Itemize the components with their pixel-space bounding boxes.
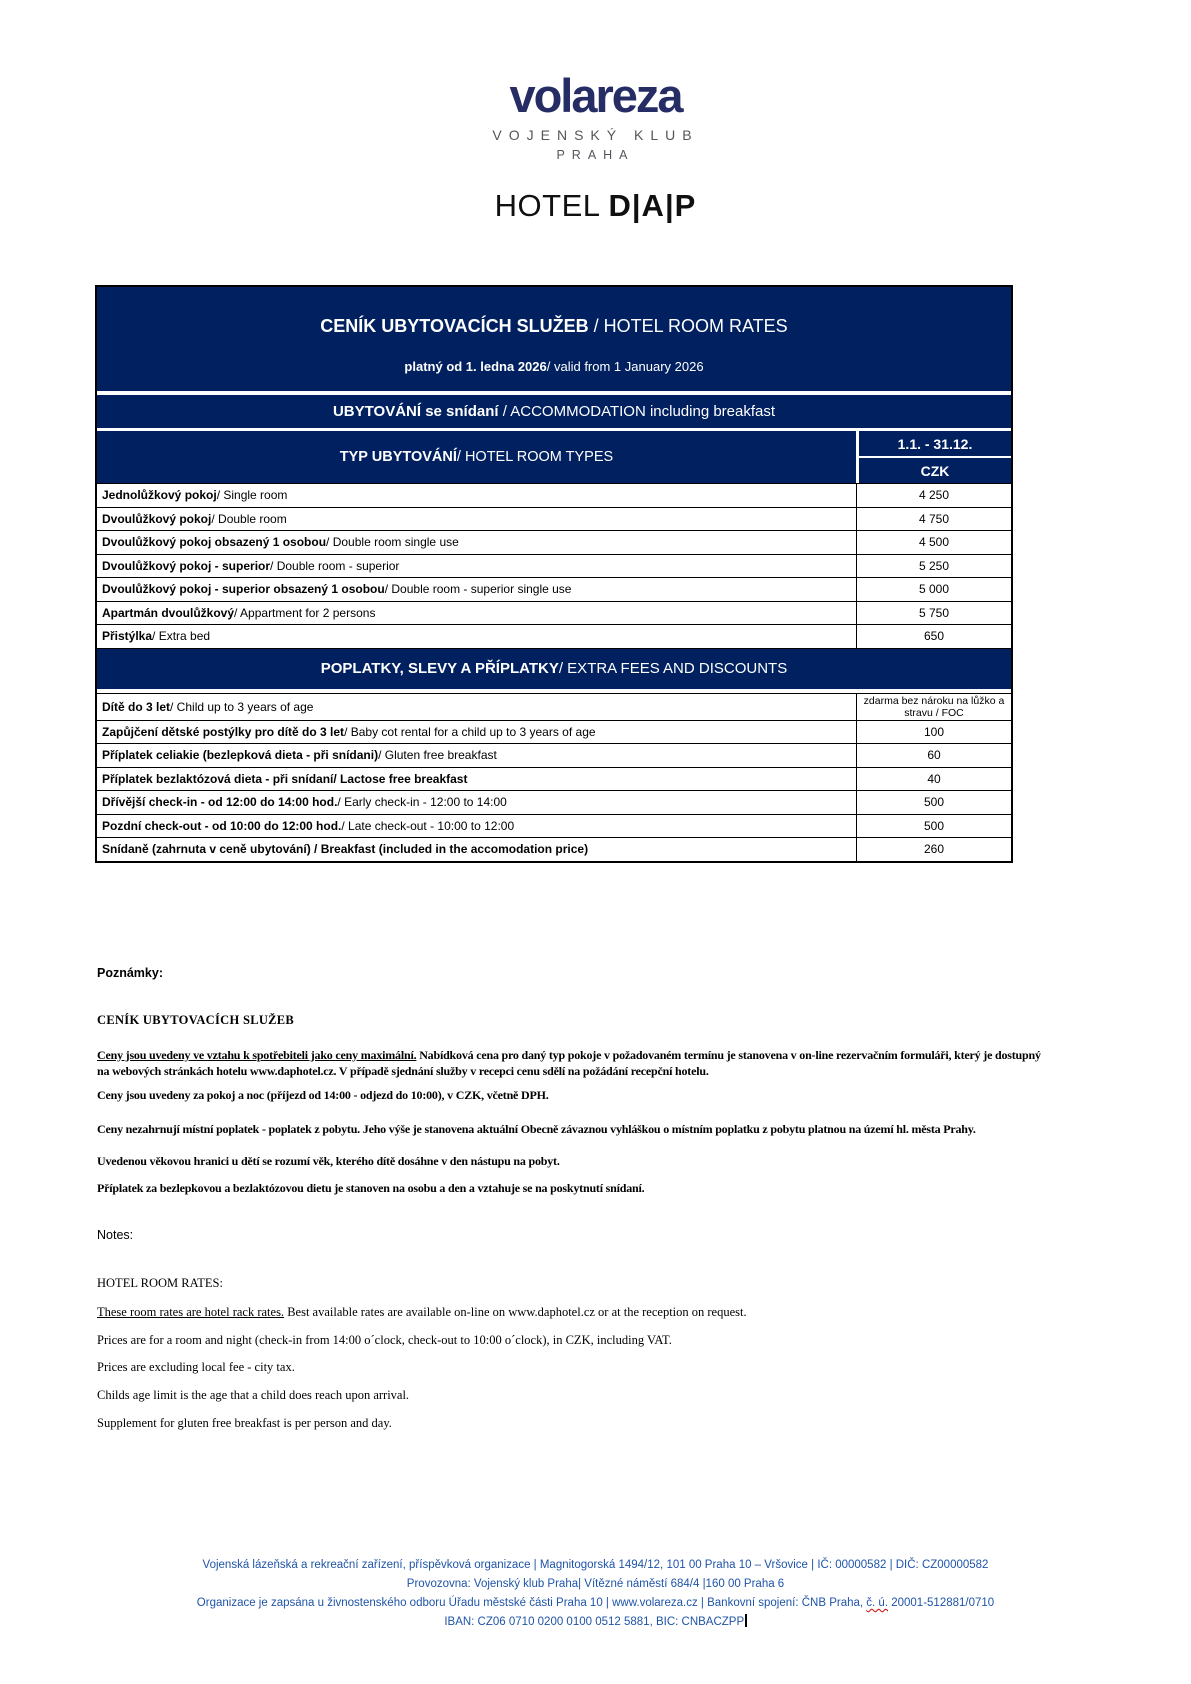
hotel-name-dap: D|A|P xyxy=(608,188,697,223)
room-type-en: / Double room - superior single use xyxy=(384,582,572,597)
footer-line-4 xyxy=(0,1613,1191,1632)
fee-cz: Dřívější check-in - od 12:00 do 14:00 hod. xyxy=(102,795,338,810)
fee-label xyxy=(97,744,856,767)
fee-price: 60 xyxy=(856,744,1011,767)
price-table xyxy=(95,285,1013,863)
section1-en: / ACCOMMODATION including breakfast xyxy=(498,403,776,420)
room-type-en: / Double room single use xyxy=(326,535,459,550)
room-type-label xyxy=(97,508,856,531)
room-type-label xyxy=(97,625,856,648)
validity-cz: platný od 1. ledna 2026 xyxy=(404,359,547,374)
table-row xyxy=(97,814,1011,838)
room-price: 4 250 xyxy=(856,484,1011,507)
fee-label xyxy=(97,694,856,720)
fee-cz: Dítě do 3 let xyxy=(102,699,171,714)
table-row xyxy=(97,624,1011,648)
room-price: 5 250 xyxy=(856,555,1011,578)
section2-en: / EXTRA FEES AND DISCOUNTS xyxy=(558,660,788,677)
fee-cz: Pozdní check-out - od 10:00 do 12:00 hod. xyxy=(102,818,342,833)
pricelist-title-cz: CENÍK UBYTOVACÍCH SLUŽEB xyxy=(320,316,589,336)
notes-en-underlined: These room rates are hotel rack rates. xyxy=(97,1305,285,1319)
section-accommodation-band xyxy=(97,395,1011,431)
column-header-price xyxy=(856,431,1011,483)
col1-header-cz: TYP UBYTOVÁNÍ xyxy=(339,449,457,465)
fee-cz: Zapůjčení dětské postýlky pro dítě do 3 let xyxy=(102,724,345,739)
logo-subtitle-klub: VOJENSKÝ KLUB xyxy=(492,127,699,143)
room-type-label xyxy=(97,555,856,578)
pricelist-validity xyxy=(97,359,1011,374)
fee-label xyxy=(97,838,856,861)
room-type-cz: Dvoulůžkový pokoj - superior xyxy=(102,558,271,573)
notes-cz-subheading: CENÍK UBYTOVACÍCH SLUŽEB xyxy=(97,1013,295,1027)
hotel-name-title xyxy=(0,188,1191,224)
room-price: 4 750 xyxy=(856,508,1011,531)
footer-line-4-text: IBAN: CZ06 0710 0200 0100 0512 5881, BIC: CNBACZPP xyxy=(444,1616,745,1628)
fee-label xyxy=(97,721,856,744)
fee-en: / Baby cot rental for a child up to 3 years of age xyxy=(344,724,596,739)
fee-cz: Snídaně (zahrnuta v ceně ubytování) / Breakfast (included in the accomodation price) xyxy=(102,842,589,857)
column-header-room-types xyxy=(97,431,856,483)
room-type-cz: Jednolůžkový pokoj xyxy=(102,488,217,503)
notes-cz-block xyxy=(97,1012,1055,1197)
table-row xyxy=(97,530,1011,554)
table-row xyxy=(97,767,1011,791)
notes-en-block xyxy=(97,1276,1055,1431)
room-type-en: / Double room - superior xyxy=(270,558,400,573)
fee-price: 40 xyxy=(856,768,1011,791)
fee-price: 100 xyxy=(856,721,1011,744)
company-footer xyxy=(0,1556,1191,1632)
footer-line-3 xyxy=(0,1594,1191,1613)
room-price: 650 xyxy=(856,625,1011,648)
notes-en-paragraph: Prices are for a room and night (check-in from 14:00 o´clock, check-out to 10:00 o´clock), in CZK, including VAT. xyxy=(97,1333,672,1347)
notes-en-paragraph: Supplement for gluten free breakfast is per person and day. xyxy=(97,1416,392,1430)
footer-line-2: Provozovna: Vojenský klub Praha| Vítězné náměstí 684/4 |160 00 Praha 6 xyxy=(406,1578,785,1590)
room-price: 4 500 xyxy=(856,531,1011,554)
room-type-cz: Přistýlka xyxy=(102,629,153,644)
notes-en-heading: Notes: xyxy=(97,1228,134,1242)
notes-en-subheading: HOTEL ROOM RATES: xyxy=(97,1276,223,1290)
pricelist-title-band xyxy=(97,287,1011,395)
logo-subtitle-praha: PRAHA xyxy=(556,148,635,162)
pricelist-title xyxy=(97,316,1011,337)
room-price: 5 000 xyxy=(856,578,1011,601)
fee-en: / Early check-in - 12:00 to 14:00 xyxy=(337,795,507,810)
notes-en-paragraph: Prices are excluding local fee - city tax. xyxy=(97,1360,295,1374)
room-type-en: / Appartment for 2 persons xyxy=(234,605,376,620)
room-type-en: / Single room xyxy=(216,488,288,503)
fee-cz: Příplatek celiakie (bezlepková dieta - při snídani) xyxy=(102,748,379,763)
room-type-label xyxy=(97,531,856,554)
volareza-logo xyxy=(0,69,1191,162)
table-row xyxy=(97,507,1011,531)
notes-cz-paragraph: Ceny nezahrnují místní poplatek - poplatek z pobytu. Jeho výše je stanovena aktuální Obecně závaznou vyhláškou o místním poplatku z pobytu platnou na území hl. města Prahy. xyxy=(97,1121,976,1136)
table-row xyxy=(97,554,1011,578)
fee-price: zdarma bez nároku na lůžko a stravu / FOC xyxy=(856,694,1011,720)
notes-en-text: Best available rates are available on-line on www.daphotel.cz or at the reception on request. xyxy=(284,1305,747,1319)
section1-cz: UBYTOVÁNÍ se snídaní xyxy=(332,403,499,420)
hotel-name-prefix: HOTEL xyxy=(494,188,609,223)
section-fees-band xyxy=(97,648,1011,693)
room-type-label xyxy=(97,578,856,601)
notes-en-paragraph: Childs age limit is the age that a child does reach upon arrival. xyxy=(97,1388,410,1402)
notes-cz-paragraph: Příplatek za bezlepkovou a bezlaktózovou dietu je stanoven na osobu a den a vztahuje se na poskytnutí snídaní. xyxy=(97,1181,645,1196)
footer-spellcheck-squiggle: č. ú. xyxy=(866,1597,889,1609)
fee-en: / Late check-out - 10:00 to 12:00 xyxy=(341,818,515,833)
notes-cz-paragraph: Ceny jsou uvedeny za pokoj a noc (příjezd od 14:00 - odjezd do 10:00), v CZK, včetně DPH. xyxy=(97,1088,549,1103)
table-header-row xyxy=(97,431,1011,483)
table-row xyxy=(97,837,1011,861)
notes-cz-text: Nabídková cena pro daný typ pokoje v požadovaném termínu je stanovena v on-line rezervačním formuláři, který je dostupný na webových stránkách hotelu www.daphotel.cz. V případě sjednání služby v recepci cenu sdělí na požádání recepční hotelu. xyxy=(97,1047,1041,1079)
fee-label xyxy=(97,768,856,791)
room-type-label xyxy=(97,484,856,507)
volareza-wordmark: volareza xyxy=(509,69,682,122)
room-type-cz: Dvoulůžkový pokoj obsazený 1 osobou xyxy=(102,535,327,550)
notes-cz-heading: Poznámky: xyxy=(97,966,163,980)
table-row xyxy=(97,483,1011,507)
fee-label xyxy=(97,791,856,814)
footer-line-3-text: 20001-512881/0710 xyxy=(888,1597,995,1609)
room-type-cz: Dvoulůžkový pokoj xyxy=(102,511,212,526)
table-row xyxy=(97,577,1011,601)
section2-cz: POPLATKY, SLEVY A PŘÍPLATKY xyxy=(320,660,559,677)
fee-price: 500 xyxy=(856,791,1011,814)
footer-line-1: Vojenská lázeňská a rekreační zařízení, příspěvková organizace | Magnitogorská 1494/12, 101 00 Praha 10 – Vršovice | IČ: 00000582 | DIČ: CZ00000582 xyxy=(202,1559,989,1571)
notes-cz-paragraph: Uvedenou věkovou hranici u dětí se rozumí věk, kterého dítě dosáhne v den nástupu na pobyt. xyxy=(97,1153,560,1168)
room-type-cz: Apartmán dvoulůžkový xyxy=(102,605,235,620)
fee-en: / Child up to 3 years of age xyxy=(170,699,314,714)
fee-en: / Gluten free breakfast xyxy=(378,748,497,763)
notes-en-paragraph xyxy=(97,1305,1055,1320)
col1-header-en: / HOTEL ROOM TYPES xyxy=(456,449,614,465)
fee-price: 260 xyxy=(856,838,1011,861)
text-cursor xyxy=(745,1614,747,1627)
table-row xyxy=(97,693,1011,720)
table-row xyxy=(97,743,1011,767)
room-type-label xyxy=(97,602,856,625)
fee-label xyxy=(97,815,856,838)
fee-cz: Příplatek bezlaktózová dieta - při snídaní/ Lactose free breakfast xyxy=(102,771,468,786)
validity-en: / valid from 1 January 2026 xyxy=(546,359,704,374)
table-row xyxy=(97,720,1011,744)
room-type-en: / Extra bed xyxy=(152,629,211,644)
fee-price: 500 xyxy=(856,815,1011,838)
room-type-en: / Double room xyxy=(211,511,287,526)
header-period: 1.1. - 31.12. xyxy=(859,431,1011,458)
room-type-cz: Dvoulůžkový pokoj - superior obsazený 1 osobou xyxy=(102,582,385,597)
notes-cz-paragraph xyxy=(97,1047,1055,1081)
room-price: 5 750 xyxy=(856,602,1011,625)
notes-cz-underlined: Ceny jsou uvedeny ve vztahu k spotřebiteli jako ceny maximální. xyxy=(97,1047,417,1062)
header-currency: CZK xyxy=(920,462,950,479)
table-row xyxy=(97,601,1011,625)
footer-line-3-text: Organizace je zapsána u živnostenského odboru Úřadu městské části Praha 10 | www.volareza.cz | Bankovní spojení: ČNB Praha, xyxy=(196,1597,867,1609)
table-row xyxy=(97,790,1011,814)
pricelist-title-en: / HOTEL ROOM RATES xyxy=(588,316,788,336)
